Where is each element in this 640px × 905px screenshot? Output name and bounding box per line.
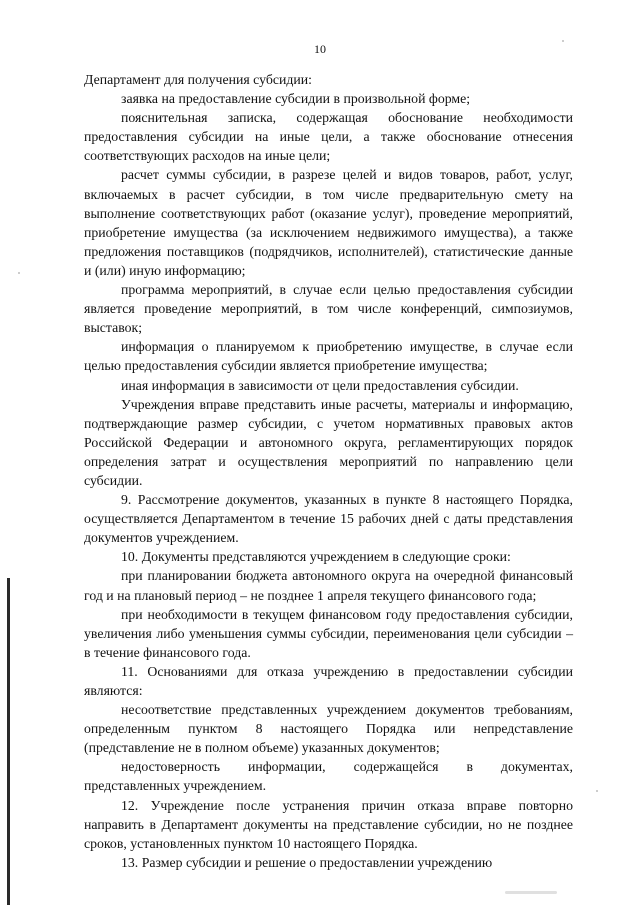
paragraph: 11. Основаниями для отказа учреждению в предоставлении субсидии являются: bbox=[84, 663, 573, 698]
page-number: 10 bbox=[314, 42, 326, 56]
paragraph: 9. Рассмотрение документов, указанных в пункте 8 настоящего Порядка, осуществляется Департаментом в течение 15 рабочих дней с даты представления документов учреждением. bbox=[84, 492, 573, 546]
scan-smudge bbox=[505, 891, 557, 894]
paragraph: при планировании бюджета автономного округа на очередной финансовый год и на плановый период – не позднее 1 апреля текущего финансового года; bbox=[84, 568, 573, 603]
paragraph: заявка на предоставление субсидии в произвольной форме; bbox=[121, 91, 471, 107]
paragraph: информация о планируемом к приобретению имуществе, в случае если целью предоставления субсидии является приобретение имущества; bbox=[84, 339, 573, 374]
paragraph: при необходимости в текущем финансовом году предоставления субсидии, увеличения либо уменьшения суммы субсидии, переименования цели субсидии – в течение финансового года. bbox=[84, 606, 573, 660]
paragraph: Департамент для получения субсидии: bbox=[84, 72, 312, 87]
paragraph: программа мероприятий, в случае если целью предоставления субсидии является проведение мероприятий, в том числе конференций, симпозиумов, выставок; bbox=[84, 282, 573, 336]
paragraph: пояснительная записка, содержащая обоснование необходимости предоставления субсидии на иные цели, а также обоснование отнесения соответствующих расходов на иные цели; bbox=[84, 110, 573, 164]
scan-speck bbox=[18, 272, 20, 274]
scan-speck bbox=[596, 790, 598, 792]
paragraph: 10. Документы представляются учреждением в следующие сроки: bbox=[121, 549, 511, 565]
scan-edge-mark bbox=[7, 578, 10, 905]
paragraph: недостоверность информации, содержащейся в документах, представленных учреждением. bbox=[84, 759, 573, 794]
paragraph: 12. Учреждение после устранения причин отказа вправе повторно направить в Департамент документы на представление субсидии, но не позднее сроков, установленных пунктом 10 настоящего Порядка. bbox=[84, 797, 573, 851]
document-body bbox=[84, 70, 573, 872]
paragraph: расчет суммы субсидии, в разрезе целей и видов товаров, работ, услуг, включаемых в расчет субсидии, в том числе предварительную смету на выполнение соответствующих работ (оказание услуг), проведение мероприятий, приобретение имущества (за исключением недвижимого имущества), а также предложения поставщиков (подрядчиков, исполнителей), статистические данные и (или) иную информацию; bbox=[84, 167, 573, 278]
paragraph: Учреждения вправе представить иные расчеты, материалы и информацию, подтверждающие размер субсидии, с учетом нормативных правовых актов Российской Федерации и автономного округа, регламентирующих порядок определения затрат и осуществления мероприятий по направлению цели субсидии. bbox=[84, 396, 573, 488]
paragraph: иная информация в зависимости от цели предоставления субсидии. bbox=[121, 377, 519, 393]
paragraph: несоответствие представленных учреждением документов требованиям, определенным пунктом 8 настоящего Порядка или непредставление (представление не в полном объеме) указанных документов; bbox=[84, 702, 573, 756]
scan-speck bbox=[562, 40, 564, 42]
paragraph: 13. Размер субсидии и решение о предоставлении учреждению bbox=[121, 854, 493, 870]
